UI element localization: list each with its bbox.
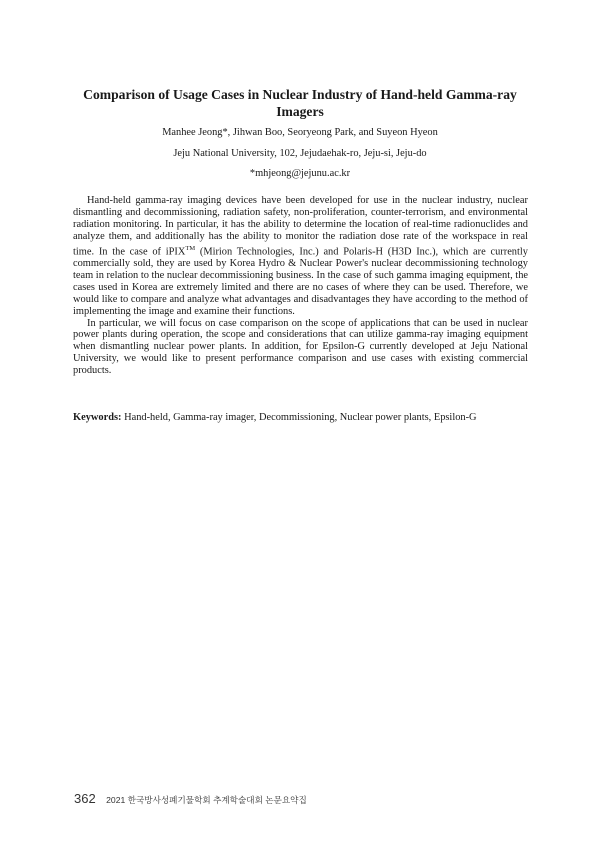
abstract-p1-text-b: (Mirion Technologies, Inc.) and Polaris-H (H3D Inc.), which are currently commercially sold, they are used by Korea Hydro & Nuclear Power's nuclear decommissioning technology team in relation to the nuclear decommissioning business. In the case of such gamma imaging equipment, the cases used in Korea are extremely limited and there are no cases of where they can be used. Therefore, we would like to compare and analyze what advantages and disadvantages they have according to the method of implementing the image and examine their functions. [73, 246, 528, 317]
page-number: 362 [74, 791, 96, 806]
keywords-label: Keywords: [73, 412, 122, 423]
abstract-p1-text-a: Hand-held gamma-ray imaging devices have been developed for use in the nuclear industry, nuclear dismantling and decommissioning, radiation safety, non-proliferation, counter-terrorism, and environmental radiation monitoring. In particular, it has the ability to determine the location of real-time radionuclides and analyze them, and additionally has the ability to monitor the radiation dose rate of the workspace in real time. In the case of iPIX [73, 195, 528, 258]
trademark-superscript: TM [185, 244, 196, 252]
page-footer [74, 790, 307, 808]
abstract [73, 195, 528, 377]
paper-title: Comparison of Usage Cases in Nuclear Industry of Hand-held Gamma-ray Imagers [83, 87, 517, 119]
affiliation: Jeju National University, 102, Jejudaehak-ro, Jeju-si, Jeju-do [173, 148, 427, 159]
abstract-paragraph-1 [73, 195, 528, 318]
keywords [73, 412, 528, 423]
proceedings-title: 2021 한국방사성폐기물학회 추계학술대회 논문요약집 [106, 795, 307, 805]
author-list: Manhee Jeong*, Jihwan Boo, Seoryeong Park, and Suyeon Hyeon [162, 127, 438, 138]
keywords-list: Hand-held, Gamma-ray imager, Decommissioning, Nuclear power plants, Epsilon-G [121, 412, 477, 423]
corresponding-email: *mhjeong@jejunu.ac.kr [249, 168, 351, 179]
abstract-paragraph-2: In particular, we will focus on case comparison on the scope of applications that can be used in nuclear power plants during operation, the scope and considerations that can utilize gamma-ray imaging equipment when dismantling nuclear power plants. In addition, for Epsilon-G currently developed at Jeju National University, we would like to present performance comparison and use cases with existing commercial products. [73, 317, 528, 377]
